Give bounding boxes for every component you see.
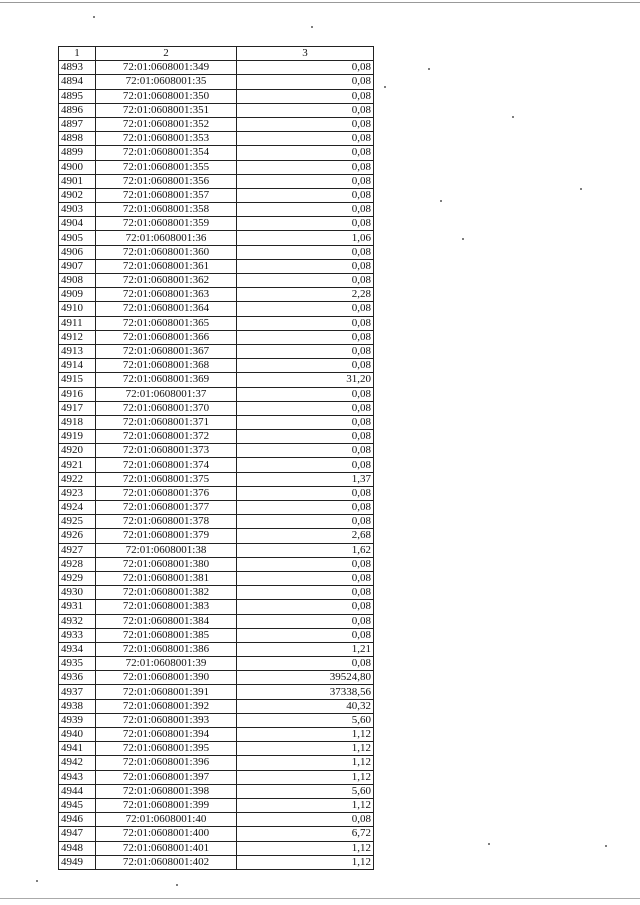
value: 6,72	[237, 827, 374, 841]
table-row	[59, 713, 374, 727]
cadastral-number: 72:01:0608001:383	[96, 600, 237, 614]
row-number: 4927	[59, 543, 96, 557]
value: 0,08	[237, 188, 374, 202]
row-number: 4921	[59, 458, 96, 472]
table-row	[59, 160, 374, 174]
cadastral-number: 72:01:0608001:350	[96, 89, 237, 103]
row-number: 4894	[59, 75, 96, 89]
value: 0,08	[237, 302, 374, 316]
cadastral-number: 72:01:0608001:364	[96, 302, 237, 316]
cadastral-number: 72:01:0608001:381	[96, 571, 237, 585]
row-number: 4903	[59, 203, 96, 217]
cadastral-number: 72:01:0608001:39	[96, 657, 237, 671]
value: 0,08	[237, 117, 374, 131]
row-number: 4937	[59, 685, 96, 699]
cadastral-number: 72:01:0608001:37	[96, 387, 237, 401]
cadastral-number: 72:01:0608001:392	[96, 699, 237, 713]
page-edge-top	[0, 2, 640, 3]
table-row	[59, 387, 374, 401]
table-row	[59, 344, 374, 358]
table-row	[59, 855, 374, 869]
cadastral-number: 72:01:0608001:361	[96, 259, 237, 273]
value: 0,08	[237, 571, 374, 585]
table-row	[59, 245, 374, 259]
cadastral-number: 72:01:0608001:379	[96, 529, 237, 543]
row-number: 4897	[59, 117, 96, 131]
cadastral-number: 72:01:0608001:362	[96, 274, 237, 288]
row-number: 4917	[59, 401, 96, 415]
row-number: 4907	[59, 259, 96, 273]
cadastral-number: 72:01:0608001:365	[96, 316, 237, 330]
value: 31,20	[237, 373, 374, 387]
table-header	[59, 47, 374, 61]
cadastral-number: 72:01:0608001:356	[96, 174, 237, 188]
value: 1,12	[237, 756, 374, 770]
row-number: 4942	[59, 756, 96, 770]
cadastral-number: 72:01:0608001:40	[96, 813, 237, 827]
cadastral-number: 72:01:0608001:378	[96, 515, 237, 529]
header-row	[59, 47, 374, 61]
scan-speck	[311, 26, 313, 28]
table-row	[59, 614, 374, 628]
row-number: 4908	[59, 274, 96, 288]
cadastral-number: 72:01:0608001:394	[96, 728, 237, 742]
row-number: 4925	[59, 515, 96, 529]
row-number: 4944	[59, 784, 96, 798]
cadastral-number: 72:01:0608001:368	[96, 359, 237, 373]
table-row	[59, 586, 374, 600]
scan-speck	[512, 116, 514, 118]
table-row	[59, 75, 374, 89]
value: 37338,56	[237, 685, 374, 699]
row-number: 4922	[59, 472, 96, 486]
value: 0,08	[237, 259, 374, 273]
cadastral-number: 72:01:0608001:399	[96, 798, 237, 812]
value: 0,08	[237, 132, 374, 146]
table-row	[59, 132, 374, 146]
value: 0,08	[237, 600, 374, 614]
value: 0,08	[237, 203, 374, 217]
value: 0,08	[237, 89, 374, 103]
cadastral-number: 72:01:0608001:385	[96, 628, 237, 642]
cadastral-number: 72:01:0608001:370	[96, 401, 237, 415]
table-row	[59, 359, 374, 373]
value: 0,08	[237, 415, 374, 429]
row-number: 4919	[59, 430, 96, 444]
value: 0,08	[237, 486, 374, 500]
scan-speck	[384, 86, 386, 88]
table-row	[59, 288, 374, 302]
row-number: 4906	[59, 245, 96, 259]
row-number: 4941	[59, 742, 96, 756]
cadastral-number: 72:01:0608001:390	[96, 671, 237, 685]
scan-speck	[580, 188, 582, 190]
table-row	[59, 642, 374, 656]
parcel-table	[58, 46, 374, 870]
cadastral-number: 72:01:0608001:401	[96, 841, 237, 855]
value: 0,08	[237, 444, 374, 458]
table-row	[59, 89, 374, 103]
table-row	[59, 770, 374, 784]
cadastral-number: 72:01:0608001:371	[96, 415, 237, 429]
scan-speck	[440, 200, 442, 202]
cadastral-number: 72:01:0608001:396	[96, 756, 237, 770]
table-row	[59, 784, 374, 798]
value: 0,08	[237, 274, 374, 288]
row-number: 4905	[59, 231, 96, 245]
table-row	[59, 231, 374, 245]
cadastral-number: 72:01:0608001:352	[96, 117, 237, 131]
table-row	[59, 415, 374, 429]
row-number: 4924	[59, 501, 96, 515]
value: 1,12	[237, 770, 374, 784]
table-row	[59, 401, 374, 415]
value: 0,08	[237, 387, 374, 401]
scan-speck	[605, 845, 607, 847]
table-row	[59, 203, 374, 217]
scan-speck	[428, 68, 430, 70]
value: 1,62	[237, 543, 374, 557]
cadastral-number: 72:01:0608001:380	[96, 557, 237, 571]
value: 1,37	[237, 472, 374, 486]
table-row	[59, 472, 374, 486]
row-number: 4923	[59, 486, 96, 500]
table-row	[59, 543, 374, 557]
cadastral-number: 72:01:0608001:373	[96, 444, 237, 458]
cadastral-number: 72:01:0608001:363	[96, 288, 237, 302]
value: 0,08	[237, 245, 374, 259]
table-row	[59, 798, 374, 812]
value: 1,12	[237, 855, 374, 869]
table-row	[59, 685, 374, 699]
row-number: 4895	[59, 89, 96, 103]
cadastral-number: 72:01:0608001:398	[96, 784, 237, 798]
cadastral-number: 72:01:0608001:375	[96, 472, 237, 486]
table-row	[59, 841, 374, 855]
table-row	[59, 174, 374, 188]
cadastral-number: 72:01:0608001:349	[96, 61, 237, 75]
row-number: 4933	[59, 628, 96, 642]
value: 39524,80	[237, 671, 374, 685]
value: 0,08	[237, 316, 374, 330]
table-row	[59, 146, 374, 160]
cadastral-number: 72:01:0608001:35	[96, 75, 237, 89]
row-number: 4946	[59, 813, 96, 827]
page-edge-bottom	[0, 898, 640, 899]
row-number: 4900	[59, 160, 96, 174]
cadastral-number: 72:01:0608001:366	[96, 330, 237, 344]
value: 0,08	[237, 217, 374, 231]
table-row	[59, 458, 374, 472]
row-number: 4936	[59, 671, 96, 685]
row-number: 4929	[59, 571, 96, 585]
cadastral-number: 72:01:0608001:360	[96, 245, 237, 259]
row-number: 4915	[59, 373, 96, 387]
cadastral-number: 72:01:0608001:358	[96, 203, 237, 217]
cadastral-number: 72:01:0608001:354	[96, 146, 237, 160]
table-body	[59, 61, 374, 870]
table-row	[59, 316, 374, 330]
value: 0,08	[237, 330, 374, 344]
value: 0,08	[237, 557, 374, 571]
row-number: 4932	[59, 614, 96, 628]
row-number: 4926	[59, 529, 96, 543]
cadastral-number: 72:01:0608001:400	[96, 827, 237, 841]
value: 0,08	[237, 344, 374, 358]
value: 1,21	[237, 642, 374, 656]
value: 0,08	[237, 146, 374, 160]
row-number: 4899	[59, 146, 96, 160]
table-row	[59, 430, 374, 444]
table-row	[59, 756, 374, 770]
row-number: 4911	[59, 316, 96, 330]
table-row	[59, 188, 374, 202]
row-number: 4931	[59, 600, 96, 614]
cadastral-number: 72:01:0608001:395	[96, 742, 237, 756]
table-row	[59, 444, 374, 458]
value: 0,08	[237, 103, 374, 117]
value: 0,08	[237, 430, 374, 444]
value: 5,60	[237, 784, 374, 798]
row-number: 4920	[59, 444, 96, 458]
table-row	[59, 657, 374, 671]
value: 0,08	[237, 614, 374, 628]
value: 40,32	[237, 699, 374, 713]
row-number: 4934	[59, 642, 96, 656]
value: 0,08	[237, 501, 374, 515]
table-row	[59, 61, 374, 75]
value: 0,08	[237, 75, 374, 89]
cadastral-number: 72:01:0608001:38	[96, 543, 237, 557]
row-number: 4896	[59, 103, 96, 117]
table-row	[59, 302, 374, 316]
value: 0,08	[237, 657, 374, 671]
scan-speck	[36, 880, 38, 882]
value: 1,12	[237, 742, 374, 756]
row-number: 4945	[59, 798, 96, 812]
row-number: 4901	[59, 174, 96, 188]
cadastral-number: 72:01:0608001:353	[96, 132, 237, 146]
row-number: 4935	[59, 657, 96, 671]
cadastral-number: 72:01:0608001:393	[96, 713, 237, 727]
header-col-1: 1	[59, 47, 96, 61]
cadastral-number: 72:01:0608001:386	[96, 642, 237, 656]
cadastral-number: 72:01:0608001:372	[96, 430, 237, 444]
table-row	[59, 330, 374, 344]
value: 1,06	[237, 231, 374, 245]
cadastral-number: 72:01:0608001:367	[96, 344, 237, 358]
row-number: 4948	[59, 841, 96, 855]
scan-speck	[176, 884, 178, 886]
value: 0,08	[237, 813, 374, 827]
value: 5,60	[237, 713, 374, 727]
value: 0,08	[237, 61, 374, 75]
cadastral-number: 72:01:0608001:382	[96, 586, 237, 600]
header-col-2: 2	[96, 47, 237, 61]
value: 0,08	[237, 401, 374, 415]
row-number: 4939	[59, 713, 96, 727]
value: 1,12	[237, 841, 374, 855]
row-number: 4914	[59, 359, 96, 373]
cadastral-number: 72:01:0608001:391	[96, 685, 237, 699]
value: 2,28	[237, 288, 374, 302]
cadastral-number: 72:01:0608001:402	[96, 855, 237, 869]
scan-speck	[93, 16, 95, 18]
table-row	[59, 515, 374, 529]
table-row	[59, 628, 374, 642]
row-number: 4916	[59, 387, 96, 401]
cadastral-number: 72:01:0608001:374	[96, 458, 237, 472]
row-number: 4902	[59, 188, 96, 202]
value: 1,12	[237, 728, 374, 742]
row-number: 4930	[59, 586, 96, 600]
table-row	[59, 671, 374, 685]
value: 0,08	[237, 359, 374, 373]
value: 0,08	[237, 174, 374, 188]
value: 0,08	[237, 458, 374, 472]
cadastral-number: 72:01:0608001:359	[96, 217, 237, 231]
row-number: 4928	[59, 557, 96, 571]
cadastral-number: 72:01:0608001:397	[96, 770, 237, 784]
table-row	[59, 373, 374, 387]
table-row	[59, 529, 374, 543]
table-row	[59, 571, 374, 585]
row-number: 4904	[59, 217, 96, 231]
row-number: 4913	[59, 344, 96, 358]
row-number: 4943	[59, 770, 96, 784]
row-number: 4940	[59, 728, 96, 742]
value: 0,08	[237, 586, 374, 600]
table-row	[59, 742, 374, 756]
value: 2,68	[237, 529, 374, 543]
row-number: 4910	[59, 302, 96, 316]
row-number: 4912	[59, 330, 96, 344]
cadastral-number: 72:01:0608001:369	[96, 373, 237, 387]
cadastral-number: 72:01:0608001:384	[96, 614, 237, 628]
cadastral-number: 72:01:0608001:357	[96, 188, 237, 202]
row-number: 4909	[59, 288, 96, 302]
table-row	[59, 699, 374, 713]
table-row	[59, 557, 374, 571]
row-number: 4918	[59, 415, 96, 429]
table-row	[59, 827, 374, 841]
table-row	[59, 813, 374, 827]
row-number: 4938	[59, 699, 96, 713]
table-row	[59, 117, 374, 131]
scan-speck	[462, 238, 464, 240]
value: 0,08	[237, 628, 374, 642]
value: 1,12	[237, 798, 374, 812]
table-row	[59, 728, 374, 742]
table-row	[59, 217, 374, 231]
cadastral-number: 72:01:0608001:351	[96, 103, 237, 117]
table-row	[59, 486, 374, 500]
row-number: 4893	[59, 61, 96, 75]
value: 0,08	[237, 515, 374, 529]
cadastral-number: 72:01:0608001:36	[96, 231, 237, 245]
table-row	[59, 259, 374, 273]
value: 0,08	[237, 160, 374, 174]
cadastral-number: 72:01:0608001:377	[96, 501, 237, 515]
row-number: 4947	[59, 827, 96, 841]
table-row	[59, 103, 374, 117]
table-row	[59, 501, 374, 515]
row-number: 4949	[59, 855, 96, 869]
cadastral-number: 72:01:0608001:376	[96, 486, 237, 500]
table-row	[59, 600, 374, 614]
header-col-3: 3	[237, 47, 374, 61]
scan-speck	[488, 843, 490, 845]
table-row	[59, 274, 374, 288]
cadastral-number: 72:01:0608001:355	[96, 160, 237, 174]
row-number: 4898	[59, 132, 96, 146]
